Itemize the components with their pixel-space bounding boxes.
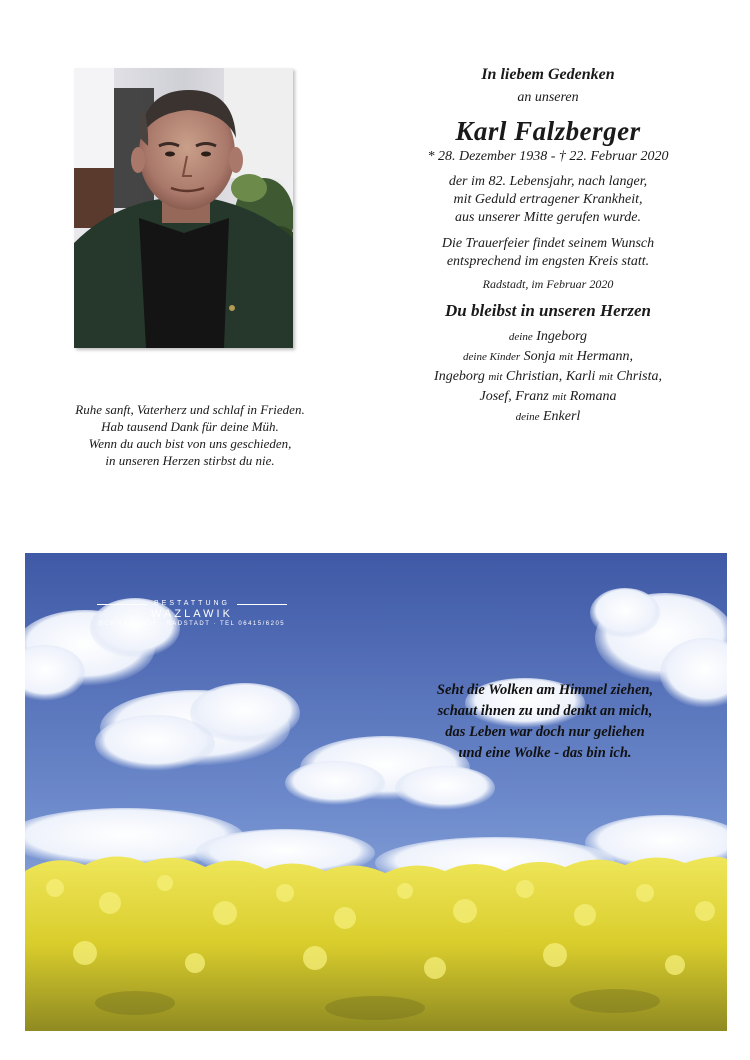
poem-line: schaut ihnen zu und denkt an mich, bbox=[437, 703, 653, 719]
logo-rule-left bbox=[97, 604, 147, 605]
poem-line: Seht die Wolken am Himmel ziehen, bbox=[436, 682, 654, 698]
poem-line: das Leben war doch nur geliehen bbox=[445, 724, 645, 740]
cloud-poem bbox=[415, 680, 675, 764]
family-line: Josef, Franz mit Romana bbox=[479, 389, 617, 404]
family-list bbox=[378, 327, 718, 427]
paragraph-line: mit Geduld ertragener Krankheit, bbox=[453, 192, 643, 207]
family-line: Ingeborg mit Christian, Karli mit Christa, bbox=[434, 369, 662, 384]
logo-sub: SCHWARZACH · RADSTADT · TEL 06415/6205 bbox=[98, 621, 286, 627]
place-date: Radstadt, im Februar 2020 bbox=[482, 277, 614, 291]
family-line: deine Kinder Sonja mit Hermann, bbox=[463, 349, 633, 364]
paragraph-line: Die Trauerfeier findet seinem Wunsch bbox=[441, 236, 655, 251]
logo-rule-right bbox=[237, 604, 287, 605]
poem-line: in unseren Herzen stirbst du nie. bbox=[105, 453, 275, 468]
poem-line: Hab tausend Dank für deine Müh. bbox=[101, 419, 279, 434]
logo-name: WAZLAWIK bbox=[151, 608, 233, 620]
paragraph-line: aus unserer Mitte gerufen wurde. bbox=[455, 210, 641, 225]
life-dates: * 28. Dezember 1938 - † 22. Februar 2020 bbox=[427, 149, 669, 164]
funeral-home-logo bbox=[97, 600, 287, 627]
poem-line: und eine Wolke - das bin ich. bbox=[458, 745, 632, 761]
portrait-photo bbox=[74, 68, 293, 348]
obituary-heading: In liebem Gedenken bbox=[481, 66, 615, 83]
obituary-paragraph bbox=[378, 173, 718, 227]
poem-line: Ruhe sanft, Vaterherz und schlaf in Frieden. bbox=[75, 402, 305, 417]
paragraph-line: entsprechend im engsten Kreis statt. bbox=[446, 254, 650, 269]
funeral-notice bbox=[378, 235, 718, 271]
motto: Du bleibst in unseren Herzen bbox=[445, 301, 651, 320]
family-line: deine Ingeborg bbox=[508, 329, 588, 344]
deceased-name: Karl Falzberger bbox=[455, 116, 641, 146]
memorial-poem bbox=[20, 401, 360, 469]
obituary-text bbox=[378, 64, 718, 427]
logo-top: BESTATTUNG bbox=[153, 600, 231, 607]
family-line: deine Enkerl bbox=[515, 409, 581, 424]
obituary-subheading: an unseren bbox=[517, 90, 579, 105]
paragraph-line: der im 82. Lebensjahr, nach langer, bbox=[448, 174, 648, 189]
poem-line: Wenn du auch bist von uns geschieden, bbox=[88, 436, 292, 451]
